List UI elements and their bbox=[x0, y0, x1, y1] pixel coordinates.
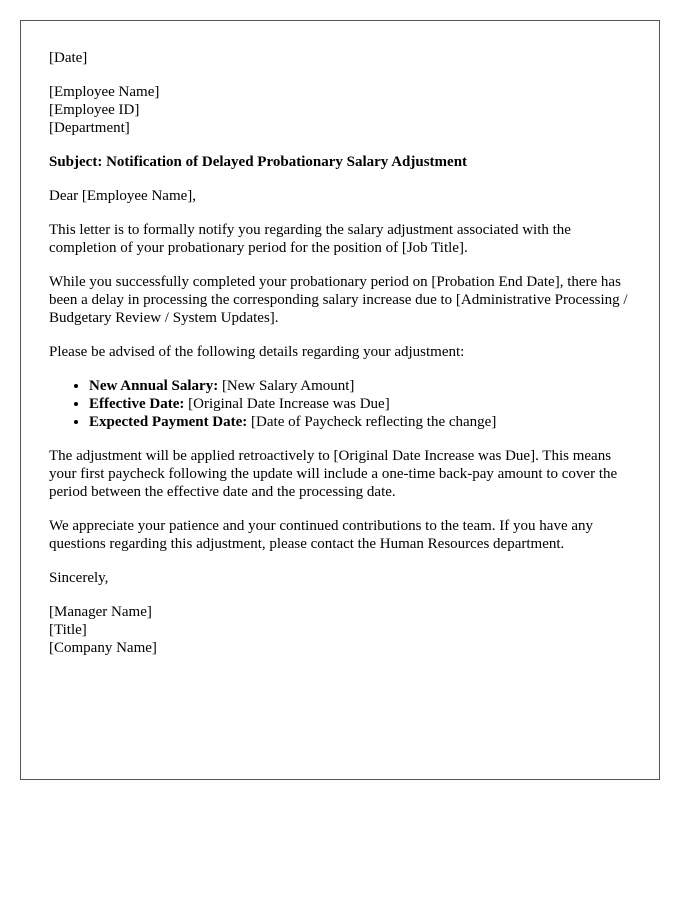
letter-signoff: Sincerely, bbox=[49, 570, 109, 586]
closing-paragraph-2: We appreciate your patience and your continued contributions to the team. If you have any questions regarding this adjustment, please contact the Human Resources department. bbox=[49, 518, 594, 552]
detail-value: [Date of Paycheck reflecting the change] bbox=[247, 414, 497, 430]
recipient-department: [Department] bbox=[49, 120, 130, 136]
detail-item-effective-date bbox=[89, 395, 631, 413]
signature-company: [Company Name] bbox=[49, 640, 157, 656]
closing-paragraph-1: The adjustment will be applied retroactively to [Original Date Increase was Due]. This means your first paycheck following the update will include a one-time back-pay amount to cover the period between the effective date and the processing date. bbox=[49, 448, 618, 500]
recipient-id: [Employee ID] bbox=[49, 102, 140, 118]
body-paragraph-2: While you successfully completed your probationary period on [Probation End Date], there has been a delay in processing the corresponding salary increase due to [Administrative Processing / Budgetary Review / System Updates]. bbox=[49, 274, 628, 326]
letter-date-block bbox=[49, 49, 631, 67]
signature-block bbox=[49, 603, 631, 657]
adjustment-details-list bbox=[49, 377, 631, 431]
recipient-block bbox=[49, 83, 631, 137]
detail-label: Effective Date: bbox=[89, 396, 185, 412]
recipient-name: [Employee Name] bbox=[49, 84, 160, 100]
detail-item-new-salary bbox=[89, 377, 631, 395]
letter-salutation: Dear [Employee Name], bbox=[49, 188, 197, 204]
body-paragraph-3: Please be advised of the following details regarding your adjustment: bbox=[49, 344, 465, 360]
letter-page bbox=[20, 20, 660, 780]
detail-value: [Original Date Increase was Due] bbox=[184, 396, 390, 412]
detail-value: [New Salary Amount] bbox=[218, 378, 355, 394]
detail-label: New Annual Salary: bbox=[89, 378, 219, 394]
signature-title: [Title] bbox=[49, 622, 87, 638]
signature-name: [Manager Name] bbox=[49, 604, 152, 620]
body-paragraph-1: This letter is to formally notify you regarding the salary adjustment associated with the completion of your probationary period for the position of [Job Title]. bbox=[49, 222, 571, 256]
letter-subject: Subject: Notification of Delayed Probationary Salary Adjustment bbox=[49, 154, 468, 170]
detail-item-payment-date bbox=[89, 413, 631, 431]
detail-label: Expected Payment Date: bbox=[89, 414, 248, 430]
letter-date: [Date] bbox=[49, 50, 88, 66]
